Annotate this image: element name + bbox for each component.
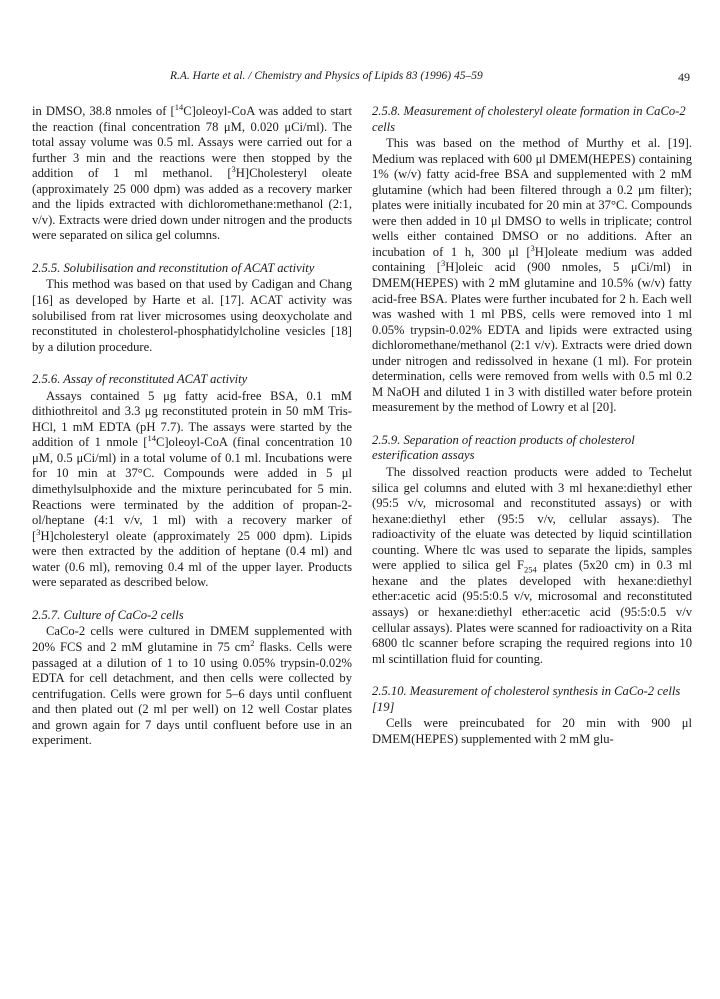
- left-column: [32, 101, 352, 749]
- paragraph-continuation: in DMSO, 38.8 nmoles of [$^{14}$C]oleoyl-CoA was added to start the reaction (final concentration 78 μM, 0.020 μCi/ml). The total assay volume was 0.5 ml. Assays were carried out for a further 3 min and the reactions were then stopped by the addition of 1 ml methanol. [$^3$H]Cholesteryl oleate (approximately 25 000 dpm) was added as a recovery marker and the lipids extracted with dichloromethane:methanol (2:1, v/v). Extracts were dried down under nitrogen and the products were separated on silica gel columns.: [32, 101, 352, 243]
- right-column: [372, 104, 692, 747]
- paragraph-2-5-8: This was based on the method of Murthy et al. [19]. Medium was replaced with 600 μl DMEM(HEPES) containing 1% (w/v) fatty acid-free BSA and supplemented with 2 mM glutamine (which had been filtered through a 0.2 μm filter); plates were initially incubated for 20 min at 37°C. Compounds were then added in 10 μl DMSO to wells in triplicate; control wells either contained DMSO or no additions. After an incubation of 1 h, 300 μl [$^3$H]oleate medium was added containing [$^3$H]oleic acid (900 nmoles, 5 μCi/ml) in DMEM(HEPES) with 2 mM glutamine and 10.5% (w/v) fatty acid-free BSA. Plates were further incubated for 2 h. Each well was washed with 1 ml PBS, cells were removed into 1 ml 0.05% trypsin-0.02% EDTA and lipids were extracted using dichloromethane/methanol (2:1 v/v). Extracts were dried down under nitrogen and redissolved in hexane (1 ml). For protein determination, cells were removed from wells with 0.5 ml 0.2 M NaOH and diluted 1 in 3 with distilled water before protein measurement by the method of Lowry et al [20].: [372, 136, 692, 415]
- section-heading-2-5-8: 2.5.8. Measurement of cholesteryl oleate formation in CaCo-2 cells: [372, 104, 686, 134]
- section-heading-2-5-10: 2.5.10. Measurement of cholesterol synthesis in CaCo-2 cells [19]: [372, 684, 681, 714]
- section-heading-2-5-5: 2.5.5. Solubilisation and reconstitution of ACAT activity: [32, 260, 315, 275]
- paragraph-2-5-10: Cells were preincubated for 20 min with 900 μl DMEM(HEPES) supplemented with 2 mM glu-: [372, 716, 692, 746]
- paragraph-2-5-5: This method was based on that used by Cadigan and Chang [16] as developed by Harte et al. [17]. ACAT activity was solubilised from rat liver microsomes using deoxycholate and reconstituted in cholesterol-phosphatidylcholine vesicles [18] by a dilution procedure.: [32, 277, 352, 354]
- paragraph-2-5-9: The dissolved reaction products were added to Techelut silica gel columns and eluted with 3 ml hexane:diethyl ether (95:5 v/v, microsomal and reconstituted assays) or with hexane:diethyl ether (95:5 v/v, cellular assays). The radioactivity of the eluate was detected by liquid scintillation counting. Where tlc was used to separate the lipids, samples were applied to silica gel $F_{254}$ plates (5x20 cm) in 0.3 ml hexane and the plates developed with hexane:diethyl ether:acetic acid (95:5:0.5 v/v, microsomal and reconstituted assays) or hexane:diethyl ether:acetic acid (95:5:0.5 v/v cellular assays). Plates were scanned for radioactivity on a Rita 6800 tlc scanner before scraping the required regions into 10 ml scintillation fluid for counting.: [372, 465, 692, 666]
- page-header: [30, 70, 690, 88]
- paragraph-2-5-7: CaCo-2 cells were cultured in DMEM supplemented with 20% FCS and 2 mM glutamine in 75 $cm^2$ flasks. Cells were passaged at a dilution of 1 to 10 using 0.05% trypsin-0.02% EDTA for cell detachment, and then cells were collected by centrifugation. Cells were grown for 5–6 days until confluent and then plated out (2 ml per well) on 12 well Costar plates and grown again for 7 days until confluent before use in an experiment.: [32, 624, 352, 748]
- section-heading-2-5-9: 2.5.9. Separation of reaction products of cholesterol esterification assays: [372, 432, 635, 463]
- paragraph-2-5-6: Assays contained 5 μg fatty acid-free BSA, 0.1 mM dithiothreitol and 3.3 μg reconstituted protein in 50 mM Tris-HCl, 1 mM EDTA (pH 7.7). The assays were started by the addition of 1 nmole [$^{14}$C]oleoyl-CoA (final concentration 10 μM, 0.5 μCi/ml) in a total volume of 0.1 ml. Incubations were for 10 min at 37°C. Compounds were added in 5 μl dimethylsulphoxide and the mixture perincubated for 5 min. Reactions were terminated by the addition of propan-2-ol/heptane (4:1 v/v, 1 ml) with a recovery marker of [$^3$H]cholesteryl oleate (approximately 25 000 dpm). Lipids were then extracted by the addition of heptane (0.4 ml) and water (0.6 ml), removing 0.4 ml of the upper layer. Products were separated as described below.: [32, 388, 352, 590]
- page-number: 49: [678, 70, 690, 84]
- section-heading-2-5-7: 2.5.7. Culture of CaCo-2 cells: [32, 607, 184, 622]
- section-heading-2-5-6: 2.5.6. Assay of reconstituted ACAT activity: [32, 372, 248, 387]
- running-head: R.A. Harte et al. / Chemistry and Physics of Lipids 83 (1996) 45–59: [170, 70, 483, 82]
